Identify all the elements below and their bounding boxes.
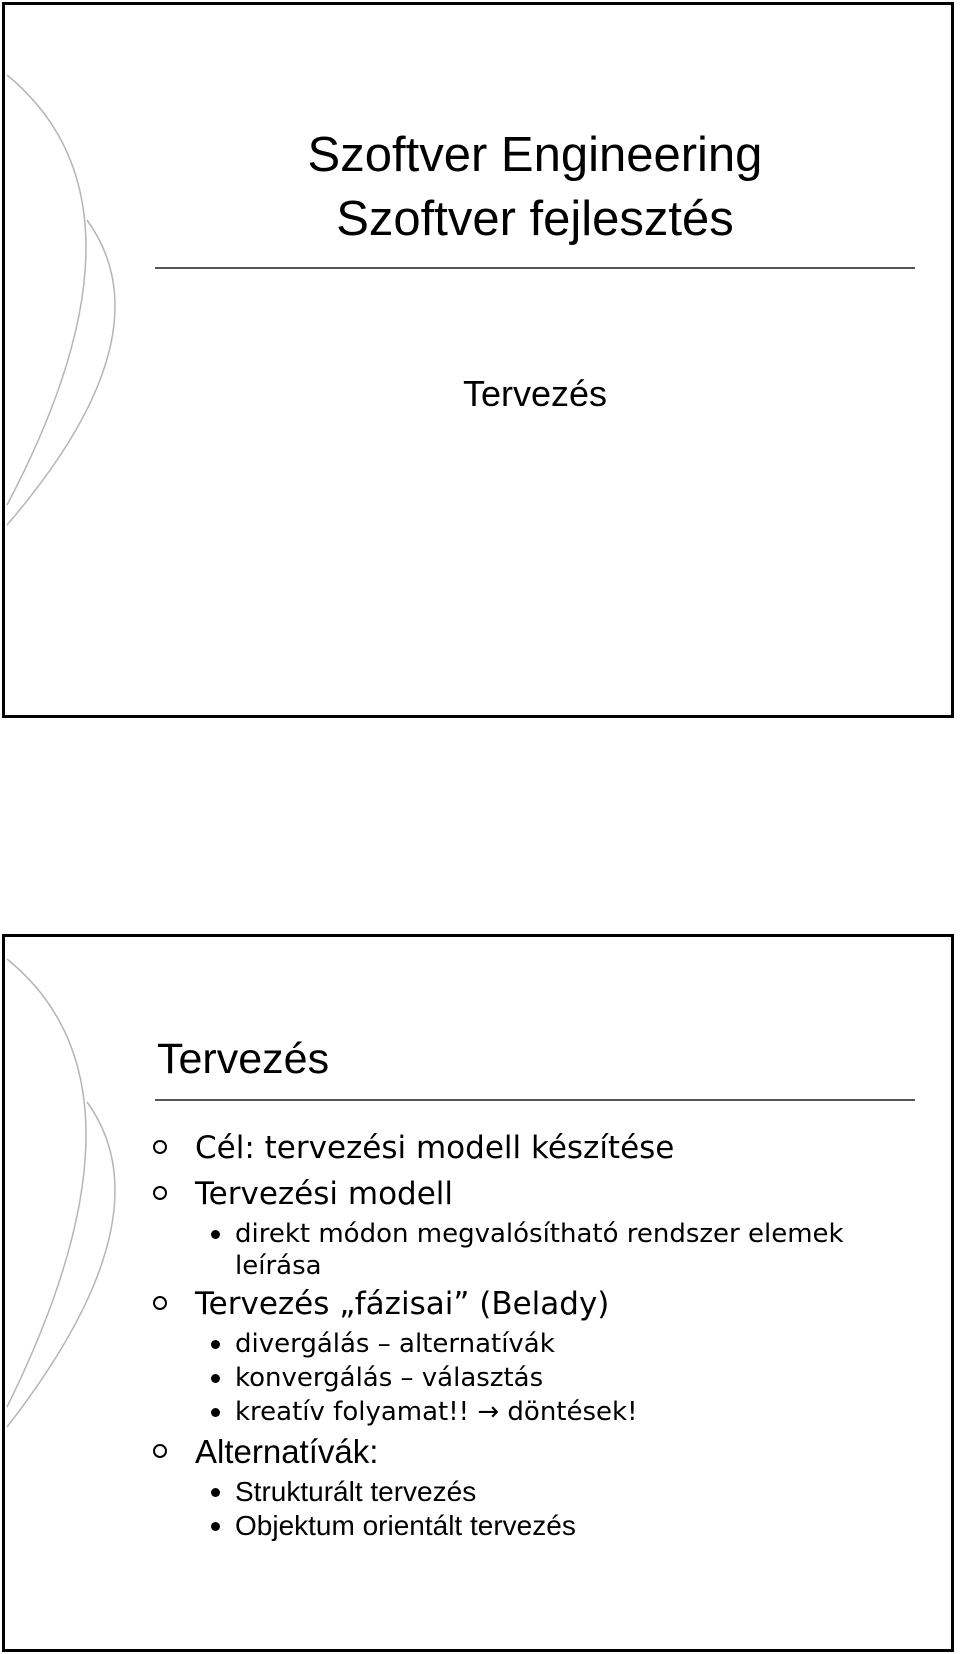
hollow-circle-bullet-icon bbox=[153, 1140, 167, 1154]
filled-dot-bullet-icon bbox=[211, 1374, 220, 1383]
sub-bullet-item bbox=[153, 1509, 913, 1543]
decorative-arcs bbox=[5, 5, 165, 565]
right-arrow-icon: → bbox=[477, 1397, 500, 1427]
filled-dot-bullet-icon bbox=[211, 1340, 220, 1349]
sub-bullet-text: direkt módon megvalósítható rendszer elemek bbox=[235, 1219, 844, 1249]
sub-bullet-text: leírása bbox=[235, 1251, 322, 1281]
heading-divider bbox=[155, 1099, 915, 1101]
decorative-arcs bbox=[5, 937, 165, 1497]
hollow-circle-bullet-icon bbox=[153, 1444, 167, 1458]
sub-bullet-text: döntések! bbox=[507, 1397, 638, 1427]
content-slide bbox=[2, 934, 954, 1652]
bullet-text: Tervezési modell bbox=[195, 1176, 454, 1212]
slide-subtitle: Tervezés bbox=[462, 373, 608, 414]
hollow-circle-bullet-icon bbox=[153, 1186, 167, 1200]
title-divider bbox=[155, 267, 915, 269]
sub-bullet-text: konvergálás – választás bbox=[235, 1363, 544, 1393]
bullet-item bbox=[153, 1281, 913, 1327]
slide-heading: Tervezés bbox=[157, 1035, 330, 1083]
bullet-text: Cél: tervezési modell készítése bbox=[195, 1130, 675, 1166]
sub-bullet-text: Strukturált tervezés bbox=[235, 1476, 477, 1507]
sub-bullet-item bbox=[153, 1361, 913, 1395]
title-slide bbox=[2, 2, 954, 718]
sub-bullet-item bbox=[153, 1327, 913, 1361]
sub-bullet-text: divergálás – alternatívák bbox=[235, 1329, 555, 1359]
title-line-1: Szoftver Engineering bbox=[307, 128, 763, 182]
filled-dot-bullet-icon bbox=[211, 1230, 220, 1239]
bullet-list bbox=[153, 1125, 913, 1543]
bullet-item bbox=[153, 1429, 913, 1475]
sub-bullet-text: Objektum orientált tervezés bbox=[235, 1510, 576, 1541]
hollow-circle-bullet-icon bbox=[153, 1296, 167, 1310]
sub-bullet-item bbox=[153, 1217, 913, 1251]
bullet-text: Alternatívák: bbox=[195, 1433, 379, 1470]
bullet-item bbox=[153, 1125, 913, 1171]
filled-dot-bullet-icon bbox=[211, 1408, 220, 1417]
title-line-2: Szoftver fejlesztés bbox=[336, 192, 734, 246]
filled-dot-bullet-icon bbox=[211, 1522, 220, 1531]
sub-bullet-item bbox=[153, 1475, 913, 1509]
bullet-item bbox=[153, 1171, 913, 1217]
sub-bullet-continuation bbox=[153, 1251, 913, 1281]
slide-title bbox=[145, 123, 925, 251]
sub-bullet-text: kreatív folyamat!! bbox=[235, 1397, 470, 1427]
bullet-text: Tervezés „fázisai” (Belady) bbox=[195, 1286, 610, 1322]
filled-dot-bullet-icon bbox=[211, 1488, 220, 1497]
sub-bullet-item bbox=[153, 1395, 913, 1429]
